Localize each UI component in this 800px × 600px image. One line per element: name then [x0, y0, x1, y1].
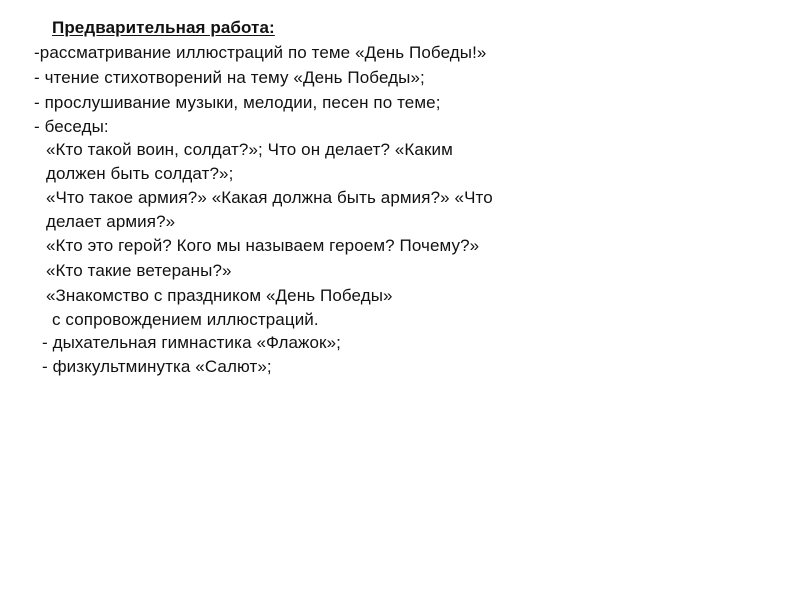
list-item: - беседы: [34, 117, 109, 136]
conversation-line: делает армия?» [46, 212, 176, 231]
conversation-line: «Кто такие ветераны?» [46, 261, 232, 280]
conversation-line: «Знакомство с праздником «День Победы» [46, 286, 393, 305]
list-item: - прослушивание музыки, мелодии, песен по теме; [34, 93, 441, 112]
conversation-line: должен быть солдат?»; [46, 164, 234, 183]
list-item: -рассматривание иллюстраций по теме «День Победы!» [34, 43, 487, 62]
list-item: - дыхательная гимнастика «Флажок»; [42, 333, 341, 352]
conversation-line: «Кто такой воин, солдат?»; Что он делает? «Каким [46, 140, 453, 159]
conversation-line: с сопровождением иллюстраций. [52, 310, 319, 329]
list-item: - физкультминутка «Салют»; [42, 357, 272, 376]
list-item: - чтение стихотворений на тему «День Победы»; [34, 68, 425, 87]
conversation-line: «Что такое армия?» «Какая должна быть армия?» «Что [46, 188, 493, 207]
heading: Предварительная работа: [52, 18, 275, 37]
conversation-line: «Кто это герой? Кого мы называем героем? Почему?» [46, 236, 480, 255]
